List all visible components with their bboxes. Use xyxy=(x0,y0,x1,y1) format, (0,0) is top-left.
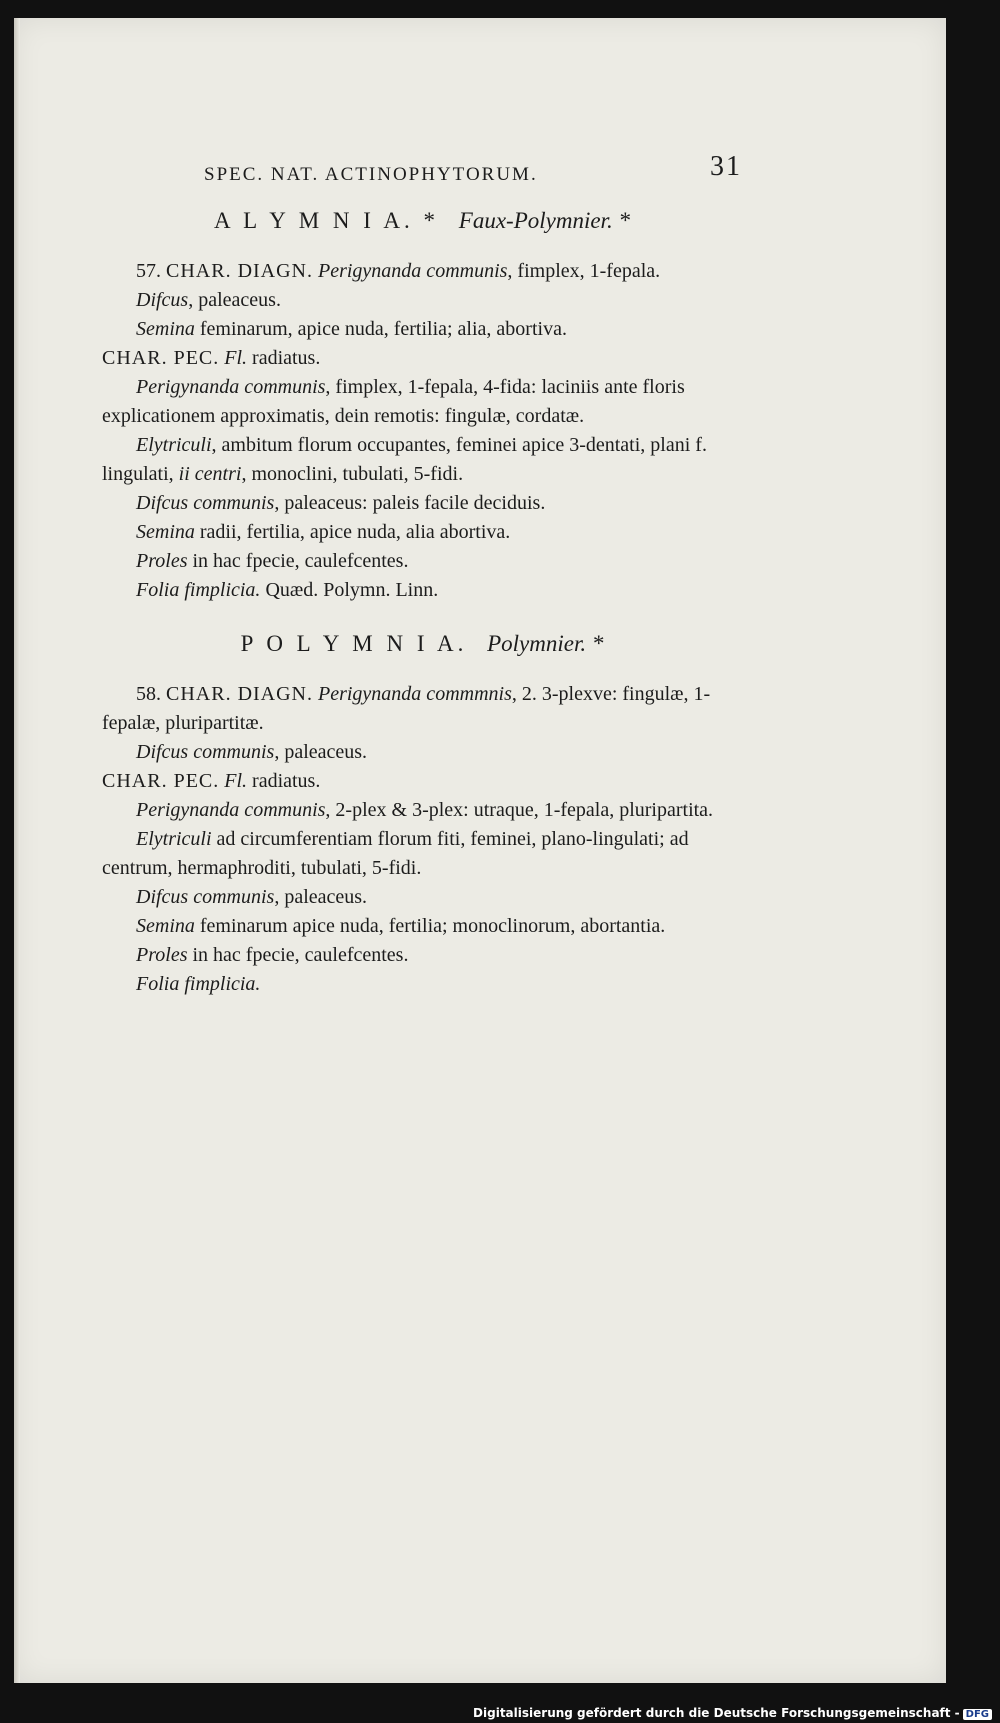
credit-text: Digitalisierung gefördert durch die Deutsche Forschungsgemeinschaft - xyxy=(473,1706,960,1720)
diagnosis-line xyxy=(102,315,742,344)
term: Semina xyxy=(136,915,195,937)
genus-french-name: Faux-Polymnier. * xyxy=(458,208,630,233)
text: , ambitum florum occupantes, feminei apice 3-dentati, plani f. lingulati, xyxy=(102,434,707,485)
text: , fimplex, 1-fepala. xyxy=(507,260,661,282)
char-pec-line xyxy=(102,767,742,796)
book-page xyxy=(14,18,946,1683)
page-gutter xyxy=(14,18,20,1683)
description-paragraph xyxy=(102,373,742,431)
description-paragraph xyxy=(102,431,742,489)
text: , paleaceus. xyxy=(188,289,281,311)
text: in hac fpecie, caulefcentes. xyxy=(192,944,409,966)
diagnosis-line xyxy=(102,738,742,767)
text: feminarum, apice nuda, fertilia; alia, abortiva. xyxy=(199,318,567,340)
text: , paleaceus. xyxy=(274,741,368,763)
term: Elytriculi xyxy=(136,434,212,456)
diagnosis-line xyxy=(102,257,742,286)
term: Perigynanda communis xyxy=(136,376,326,398)
term: Perigynanda communis xyxy=(136,799,326,821)
char-pec-label: CHAR. PEC. xyxy=(102,770,220,792)
text: radii, fertilia, apice nuda, alia abortiva. xyxy=(199,521,511,543)
description-paragraph xyxy=(102,970,742,999)
term: Proles xyxy=(136,550,188,572)
description-paragraph xyxy=(102,547,742,576)
genus-name: P O L Y M N I A. xyxy=(240,631,468,656)
dfg-logo: DFG xyxy=(963,1709,992,1720)
genus-heading-polymnia xyxy=(102,629,742,658)
description-paragraph xyxy=(102,941,742,970)
text: , 2. 3-plexve: fingulæ, 1-fepalæ, pluripartitæ. xyxy=(102,683,711,734)
text: in hac fpecie, caulefcentes. xyxy=(192,550,409,572)
text: radiatus. xyxy=(252,770,321,792)
description-paragraph xyxy=(102,576,742,605)
text: , fimplex, 1-fepala, 4-fida: laciniis ante floris explicationem approximatis, dein remotis: fingulæ, cordatæ. xyxy=(102,376,685,427)
page-text xyxy=(102,152,742,999)
genus-heading-alymnia xyxy=(102,206,742,235)
char-diagn-label: CHAR. DIAGN. xyxy=(166,260,313,282)
description-paragraph xyxy=(102,796,742,825)
entry-number: 58. xyxy=(136,683,161,705)
term: Fl. xyxy=(224,770,248,792)
genus-french-name: Polymnier. * xyxy=(487,631,604,656)
entry-number: 57. xyxy=(136,260,161,282)
term: Difcus communis xyxy=(136,492,275,514)
page-header xyxy=(102,152,742,192)
term: ii centri xyxy=(178,463,242,485)
description-paragraph xyxy=(102,825,742,883)
term: Difcus communis xyxy=(136,741,275,763)
term: Perigynanda commmnis xyxy=(318,683,512,705)
term: Perigynanda communis xyxy=(318,260,508,282)
text: , paleaceus. xyxy=(274,886,368,908)
char-pec-line xyxy=(102,344,742,373)
text: , paleaceus: paleis facile deciduis. xyxy=(274,492,546,514)
digitization-credit xyxy=(473,1706,992,1720)
text: radiatus. xyxy=(252,347,321,369)
diagnosis-line xyxy=(102,680,742,738)
term: Difcus xyxy=(136,289,189,311)
text: feminarum apice nuda, fertilia; monoclinorum, abortantia. xyxy=(199,915,666,937)
description-paragraph xyxy=(102,518,742,547)
term: Difcus communis xyxy=(136,886,275,908)
diagnosis-line xyxy=(102,286,742,315)
term: Folia fimplicia. xyxy=(136,579,261,601)
description-paragraph xyxy=(102,883,742,912)
text: , monoclini, tubulati, 5-fidi. xyxy=(241,463,464,485)
char-pec-label: CHAR. PEC. xyxy=(102,347,220,369)
char-diagn-label: CHAR. DIAGN. xyxy=(166,683,313,705)
term: Fl. xyxy=(224,347,248,369)
page-number: 31 xyxy=(710,151,742,182)
text: ad circumferentiam florum fiti, feminei, plano-lingulati; ad centrum, hermaphroditi, tubulati, 5-fidi. xyxy=(102,828,689,879)
description-paragraph xyxy=(102,489,742,518)
term: Elytriculi xyxy=(136,828,212,850)
term: Proles xyxy=(136,944,188,966)
text: , 2-plex & 3-plex: utraque, 1-fepala, pluripartita. xyxy=(325,799,714,821)
running-title: SPEC. NAT. ACTINOPHYTORUM. xyxy=(204,164,538,185)
term: Semina xyxy=(136,521,195,543)
description-paragraph xyxy=(102,912,742,941)
term: Semina xyxy=(136,318,195,340)
genus-name: A L Y M N I A. * xyxy=(214,208,440,233)
term: Folia fimplicia. xyxy=(136,973,261,995)
text: Quæd. Polymn. Linn. xyxy=(265,579,439,601)
